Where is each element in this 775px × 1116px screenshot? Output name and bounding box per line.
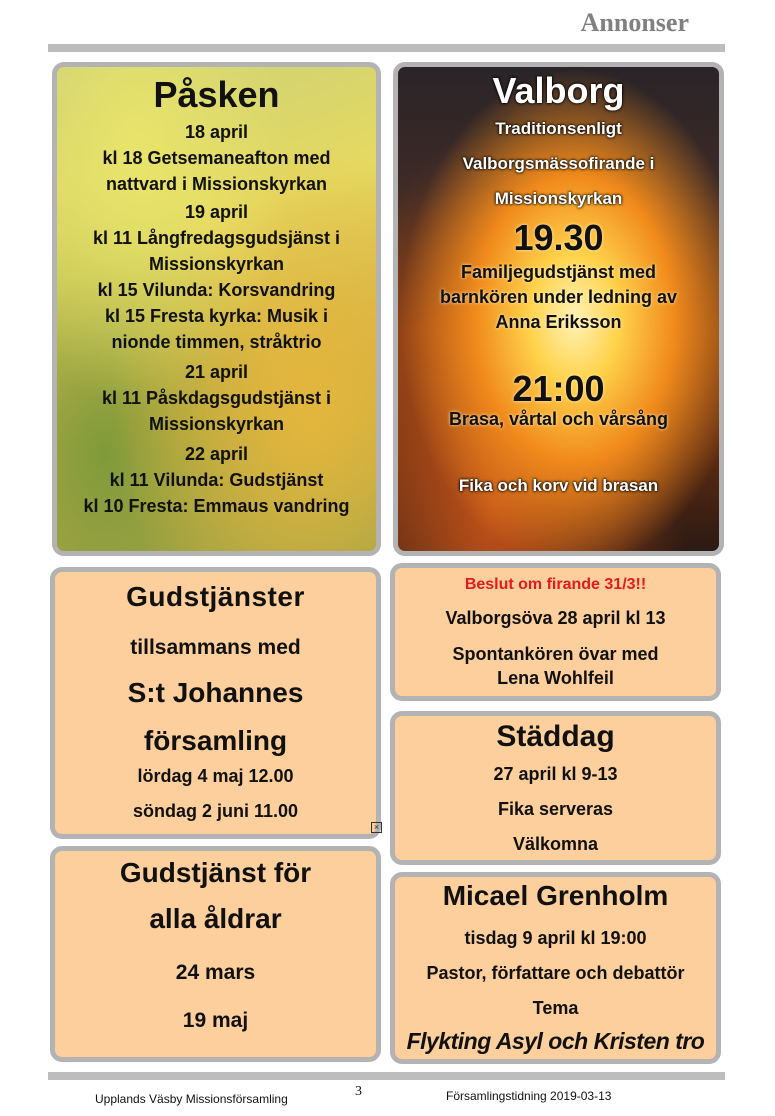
page-number: 3 [355, 1084, 362, 1099]
staddag-line-2: Fika serveras [497, 799, 614, 819]
micael-title: Micael Grenholm [442, 880, 669, 911]
staddag-title: Städdag [496, 720, 615, 753]
gudstjanster-line-1: tillsammans med [130, 636, 301, 659]
pasken-schedule-line: kl 15 Fresta kyrka: Musik i [104, 306, 329, 326]
pasken-schedule-line: nattvard i Missionskyrkan [105, 174, 328, 194]
alla-aldrar-announcement [50, 846, 381, 1062]
beslut-alert: Beslut om firande 31/3!! [464, 576, 647, 593]
valborg-announcement [393, 62, 724, 556]
valborg-title: Valborg [492, 70, 625, 111]
pasken-title: Påsken [153, 74, 280, 115]
valborg-desc-2: Brasa, vårtal och vårsång [448, 409, 669, 429]
page-header-title: Annonser [580, 8, 689, 37]
valborg-time-1: 19.30 [513, 217, 604, 258]
pasken-schedule-line: Missionskyrkan [148, 254, 285, 274]
beslut-line-1: Valborgsöva 28 april kl 13 [445, 608, 666, 628]
alla-date-1: 24 mars [175, 961, 256, 984]
micael-line-3: Tema [532, 998, 579, 1018]
pasken-date-heading: 19 april [184, 202, 249, 222]
pasken-schedule-line: kl 11 Långfredagsgudsjänst i [92, 228, 341, 248]
gudstjanster-title: Gudstjänster [126, 581, 305, 612]
staddag-line-1: 27 april kl 9-13 [493, 764, 618, 784]
close-icon: × [371, 822, 382, 833]
valborg-desc1-2: barnkören under ledning av [439, 287, 678, 307]
micael-line-1: tisdag 9 april kl 19:00 [464, 928, 647, 948]
valborg-intro-2: Valborgsmässofirande i [462, 154, 655, 173]
gudstjanster-announcement [50, 567, 381, 839]
micael-line-2: Pastor, författare och debattör [426, 963, 685, 983]
footer-publication: Församlingstidning 2019-03-13 [446, 1089, 612, 1103]
gudstjanster-line-3: församling [143, 725, 288, 756]
gudstjanster-line-2: S:t Johannes [127, 677, 304, 708]
valborg-intro-1: Traditionsenligt [495, 119, 622, 138]
staddag-announcement [390, 711, 721, 865]
gudstjanster-date-2: söndag 2 juni 11.00 [132, 801, 299, 821]
beslut-line-2: Spontankören övar med [452, 644, 659, 664]
pasken-announcement [52, 62, 381, 556]
valborg-time-2: 21:00 [512, 368, 605, 409]
pasken-date-heading: 18 april [184, 122, 249, 142]
pasken-date-heading: 22 april [184, 444, 249, 464]
pasken-schedule-line: kl 10 Fresta: Emmaus vandring [83, 496, 350, 516]
alla-title-2: alla åldrar [149, 903, 282, 934]
pasken-schedule-line: kl 15 Vilunda: Korsvandring [97, 280, 336, 300]
valborg-intro-3: Missionskyrkan [494, 189, 623, 208]
footer-organization: Upplands Väsby Missionsförsamling [95, 1092, 288, 1106]
valborg-desc1-1: Familjegudstjänst med [460, 262, 657, 282]
valborg-desc1-3: Anna Eriksson [495, 312, 622, 332]
footer-divider [48, 1072, 725, 1080]
pasken-schedule-line: kl 11 Vilunda: Gudstjänst [109, 470, 324, 490]
beslut-announcement [390, 563, 721, 701]
micael-announcement [390, 872, 721, 1064]
micael-theme: Flykting Asyl och Kristen tro [406, 1028, 705, 1054]
staddag-line-3: Välkomna [512, 834, 599, 854]
pasken-schedule-line: nionde timmen, stråktrio [111, 332, 322, 352]
valborg-footer: Fika och korv vid brasan [458, 476, 659, 495]
gudstjanster-date-1: lördag 4 maj 12.00 [137, 766, 294, 786]
pasken-schedule [57, 119, 376, 519]
alla-date-2: 19 maj [182, 1009, 249, 1032]
header-divider [48, 44, 725, 52]
alla-title-1: Gudstjänst för [119, 857, 312, 888]
pasken-date-heading: 21 april [184, 362, 249, 382]
pasken-schedule-line: kl 11 Påskdagsgudstjänst i [101, 388, 332, 408]
pasken-schedule-line: kl 18 Getsemaneafton med [102, 148, 331, 168]
beslut-line-3: Lena Wohlfeil [497, 668, 614, 688]
pasken-schedule-line: Missionskyrkan [148, 414, 285, 434]
